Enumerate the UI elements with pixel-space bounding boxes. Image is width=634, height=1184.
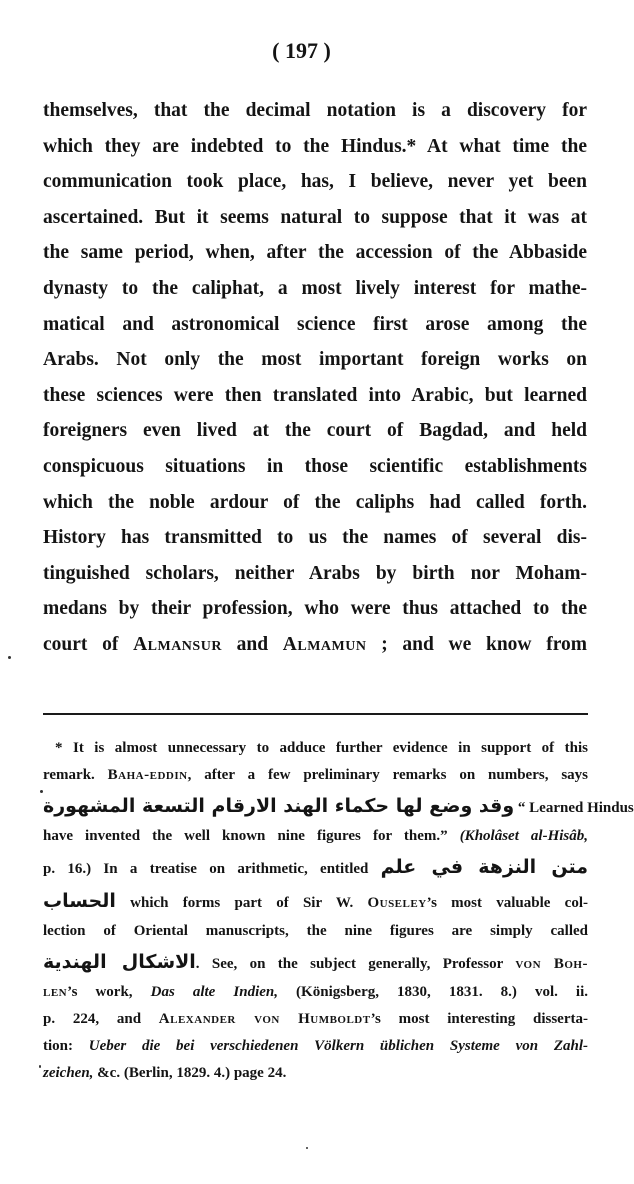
citation-title: Das alte Indien,	[150, 984, 278, 1000]
body-line: foreigners even lived at the court of Bagdad, and held	[43, 420, 587, 442]
body-line-last	[43, 627, 587, 663]
person-name-von-bohlen: von Boh-	[515, 956, 588, 972]
footnote-line	[43, 945, 588, 979]
footnote-line	[43, 979, 588, 1006]
person-name-baha-eddin: Baha-eddin	[107, 767, 188, 783]
footnote	[43, 735, 634, 1087]
footnote-line	[43, 823, 588, 850]
body-line: communication took place, has, I believe, never yet been	[43, 171, 587, 193]
text-fragment: “ Learned Hindus	[514, 800, 634, 816]
arabic-quote: وقد وضع لها حكماء الهند الارقام التسعة المشهورة	[43, 795, 515, 817]
text-fragment: court of	[43, 633, 134, 655]
footnote-line: lection of Oriental manuscripts, the nine figures are simply called	[43, 923, 588, 939]
text-fragment: p. 16.) In a treatise on arithmetic, entitled	[43, 861, 381, 877]
print-speck	[8, 656, 11, 659]
text-fragment: tion:	[43, 1038, 89, 1054]
person-name-humboldt: Alexander von Humboldt	[158, 1011, 371, 1027]
footnote-line	[43, 850, 588, 884]
body-line: Arabs. Not only the most important foreign works on	[43, 349, 587, 371]
page-number: ( 197 )	[272, 38, 331, 63]
citation-title: (Kholâset al-Hisâb,	[459, 828, 588, 844]
body-line: conspicuous situations in those scientific establishments	[43, 455, 587, 477]
print-speck	[40, 790, 43, 793]
body-line: themselves, that the decimal notation is a discovery for	[43, 100, 587, 121]
footnote-line	[43, 1033, 588, 1060]
footnote-line	[43, 884, 588, 918]
text-fragment: have invented the well known nine figures for them.”	[43, 828, 460, 844]
citation-title-cont: zeichen,	[43, 1065, 94, 1081]
body-line: matical and astronomical science first arose among the	[43, 313, 587, 335]
text-fragment: , after a few preliminary remarks on numbers, says	[187, 767, 588, 783]
body-line: which the noble ardour of the caliphs had called forth.	[43, 491, 587, 513]
text-fragment: &c. (Berlin, 1829. 4.) page 24.	[93, 1065, 287, 1081]
text-fragment: which forms part of Sir W.	[115, 895, 368, 911]
text-fragment: ’s most interesting disserta-	[370, 1011, 588, 1027]
citation-title: Ueber die bei verschiedenen Völkern üblichen Systeme von Zahl-	[88, 1038, 589, 1054]
body-line: medans by their profession, who were thus attached to the	[43, 598, 587, 620]
footnote-line	[43, 762, 588, 789]
body-line: which they are indebted to the Hindus.* At what time the	[43, 135, 587, 157]
body-line: the same period, when, after the accession of the Abbaside	[43, 242, 587, 264]
body-line: tinguished scholars, neither Arabs by birth nor Moham-	[43, 562, 587, 584]
footnote-line	[43, 1006, 588, 1033]
body-line: History has transmitted to us the names of several dis-	[43, 527, 587, 549]
footnote-line	[43, 789, 634, 823]
text-fragment: ; and we know from	[366, 633, 587, 655]
text-fragment: remark.	[43, 767, 108, 783]
arabic-title-cont: الحساب	[43, 890, 116, 912]
text-fragment: . See, on the subject generally, Professor	[195, 956, 516, 972]
person-name-almamun: Almamun	[282, 633, 367, 655]
person-name-almansur: Almansur	[133, 633, 222, 655]
print-speck	[306, 1147, 308, 1149]
arabic-term: الاشكال الهندية	[43, 951, 196, 973]
footnote-line: * It is almost unnecessary to adduce further evidence in support of this	[55, 740, 588, 756]
body-text	[43, 93, 587, 663]
arabic-title: متن النزهة في علم	[380, 856, 588, 878]
footnote-divider	[43, 713, 588, 715]
body-line: these sciences were then translated into Arabic, but learned	[43, 384, 587, 406]
text-fragment: ’s work,	[67, 984, 151, 1000]
person-name-bohlen-cont: len	[43, 984, 68, 1000]
body-line: ascertained. But it seems natural to suppose that it was at	[43, 206, 587, 228]
text-fragment: p. 224, and	[43, 1011, 159, 1027]
print-speck	[39, 1065, 41, 1068]
text-fragment: and	[221, 633, 283, 655]
text-fragment: (Königsberg, 1830, 1831. 8.) vol. ii.	[278, 984, 589, 1000]
text-fragment: ’s most valuable col-	[426, 895, 588, 911]
person-name-ouseley: Ouseley	[367, 895, 427, 911]
footnote-line	[43, 1060, 588, 1087]
body-line: dynasty to the caliphat, a most lively interest for mathe-	[43, 277, 587, 299]
